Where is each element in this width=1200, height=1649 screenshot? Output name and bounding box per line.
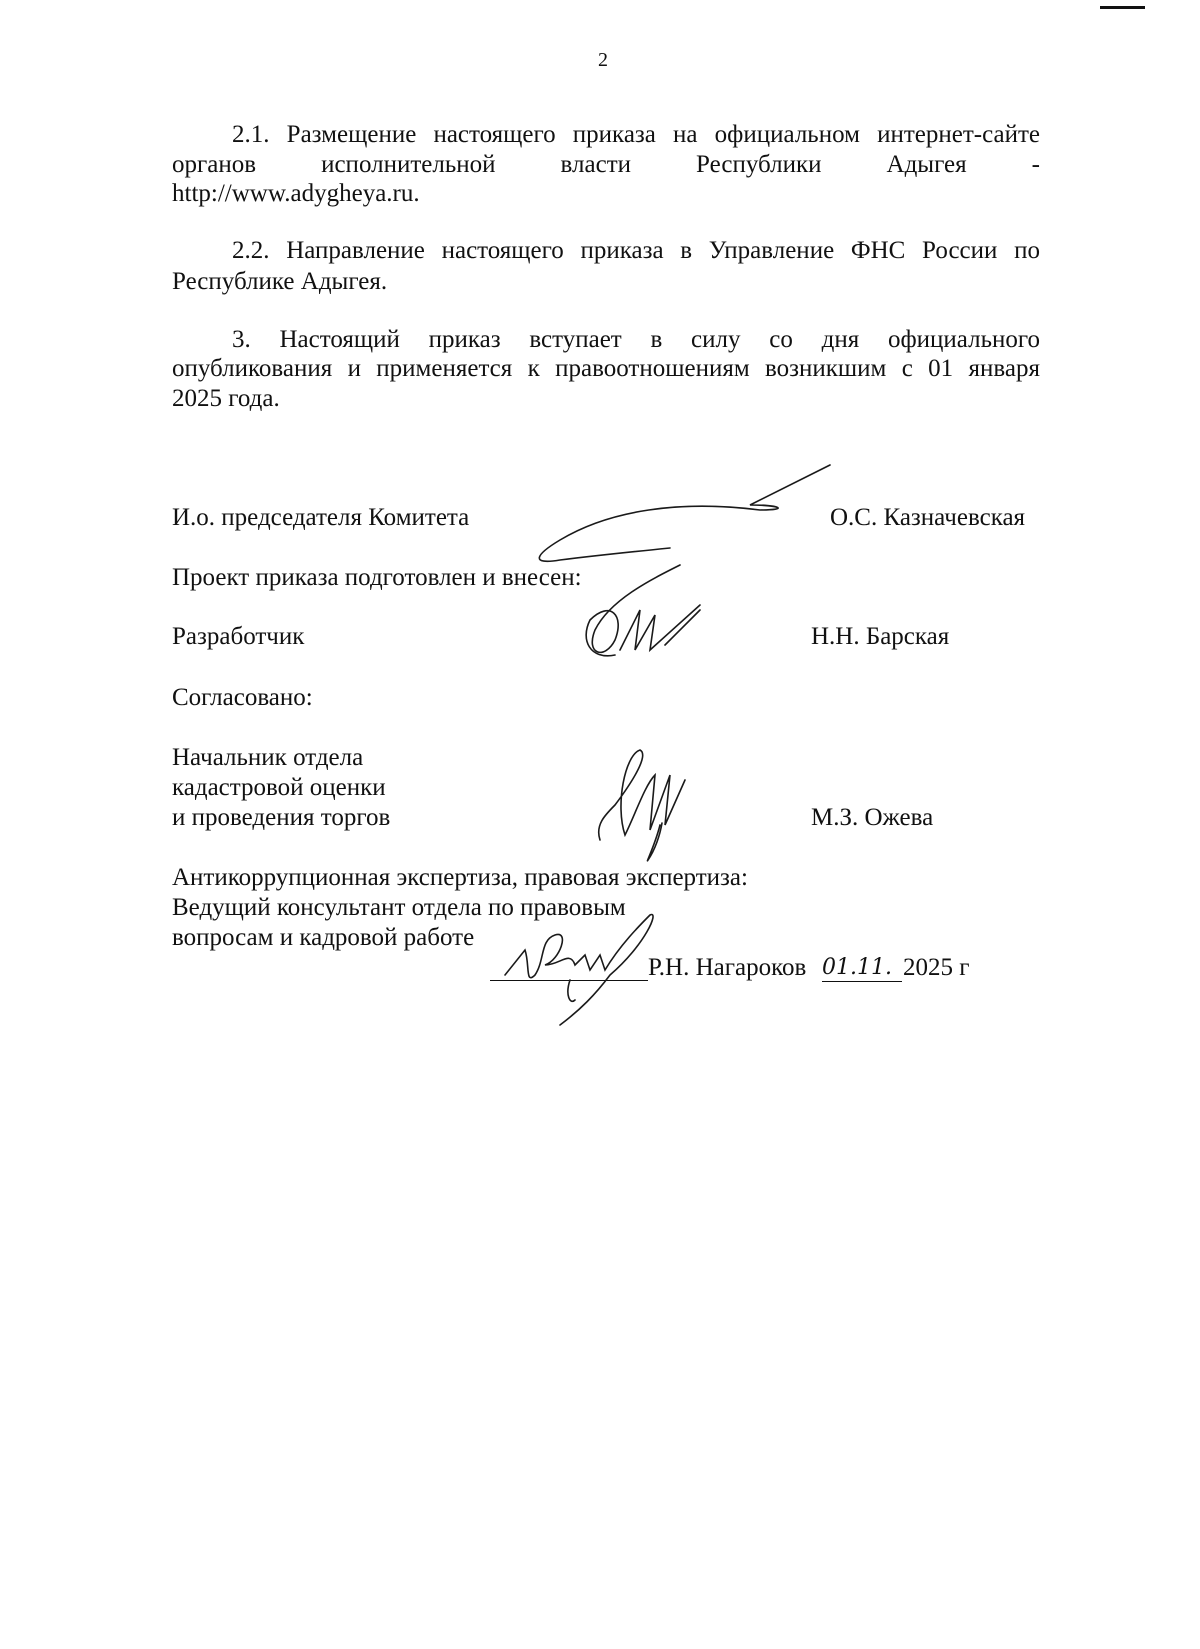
corner-mark — [1100, 6, 1145, 9]
head-title-line-1: Начальник отдела — [172, 744, 364, 771]
expertise-label: Антикоррупционная экспертиза, правовая экспертиза: — [172, 864, 748, 891]
head-name: М.З. Ожева — [811, 804, 934, 831]
developer-name: Н.Н. Барская — [811, 623, 950, 650]
handwritten-date: 01.11. — [822, 955, 902, 982]
page-number: 2 — [598, 49, 608, 71]
consultant-title-line-2: вопросам и кадровой работе — [172, 924, 475, 951]
agreed-label: Согласовано: — [172, 684, 313, 711]
developer-title: Разработчик — [172, 623, 305, 650]
consultant-title-line-1: Ведущий консультант отдела по правовым — [172, 894, 626, 921]
head-title-line-2: кадастровой оценки — [172, 774, 386, 801]
head-signature — [590, 745, 700, 870]
year: 2025 г — [903, 954, 970, 981]
consultant-name: Р.Н. Нагароков — [648, 954, 807, 981]
prepared-by-label: Проект приказа подготовлен и внесен: — [172, 564, 582, 591]
head-title-line-3: и проведения торгов — [172, 804, 391, 831]
chair-title: И.о. председателя Комитета — [172, 504, 470, 531]
chair-name: О.С. Казначевская — [830, 504, 1026, 531]
consultant-signature — [500, 905, 670, 1030]
developer-signature — [570, 560, 720, 665]
